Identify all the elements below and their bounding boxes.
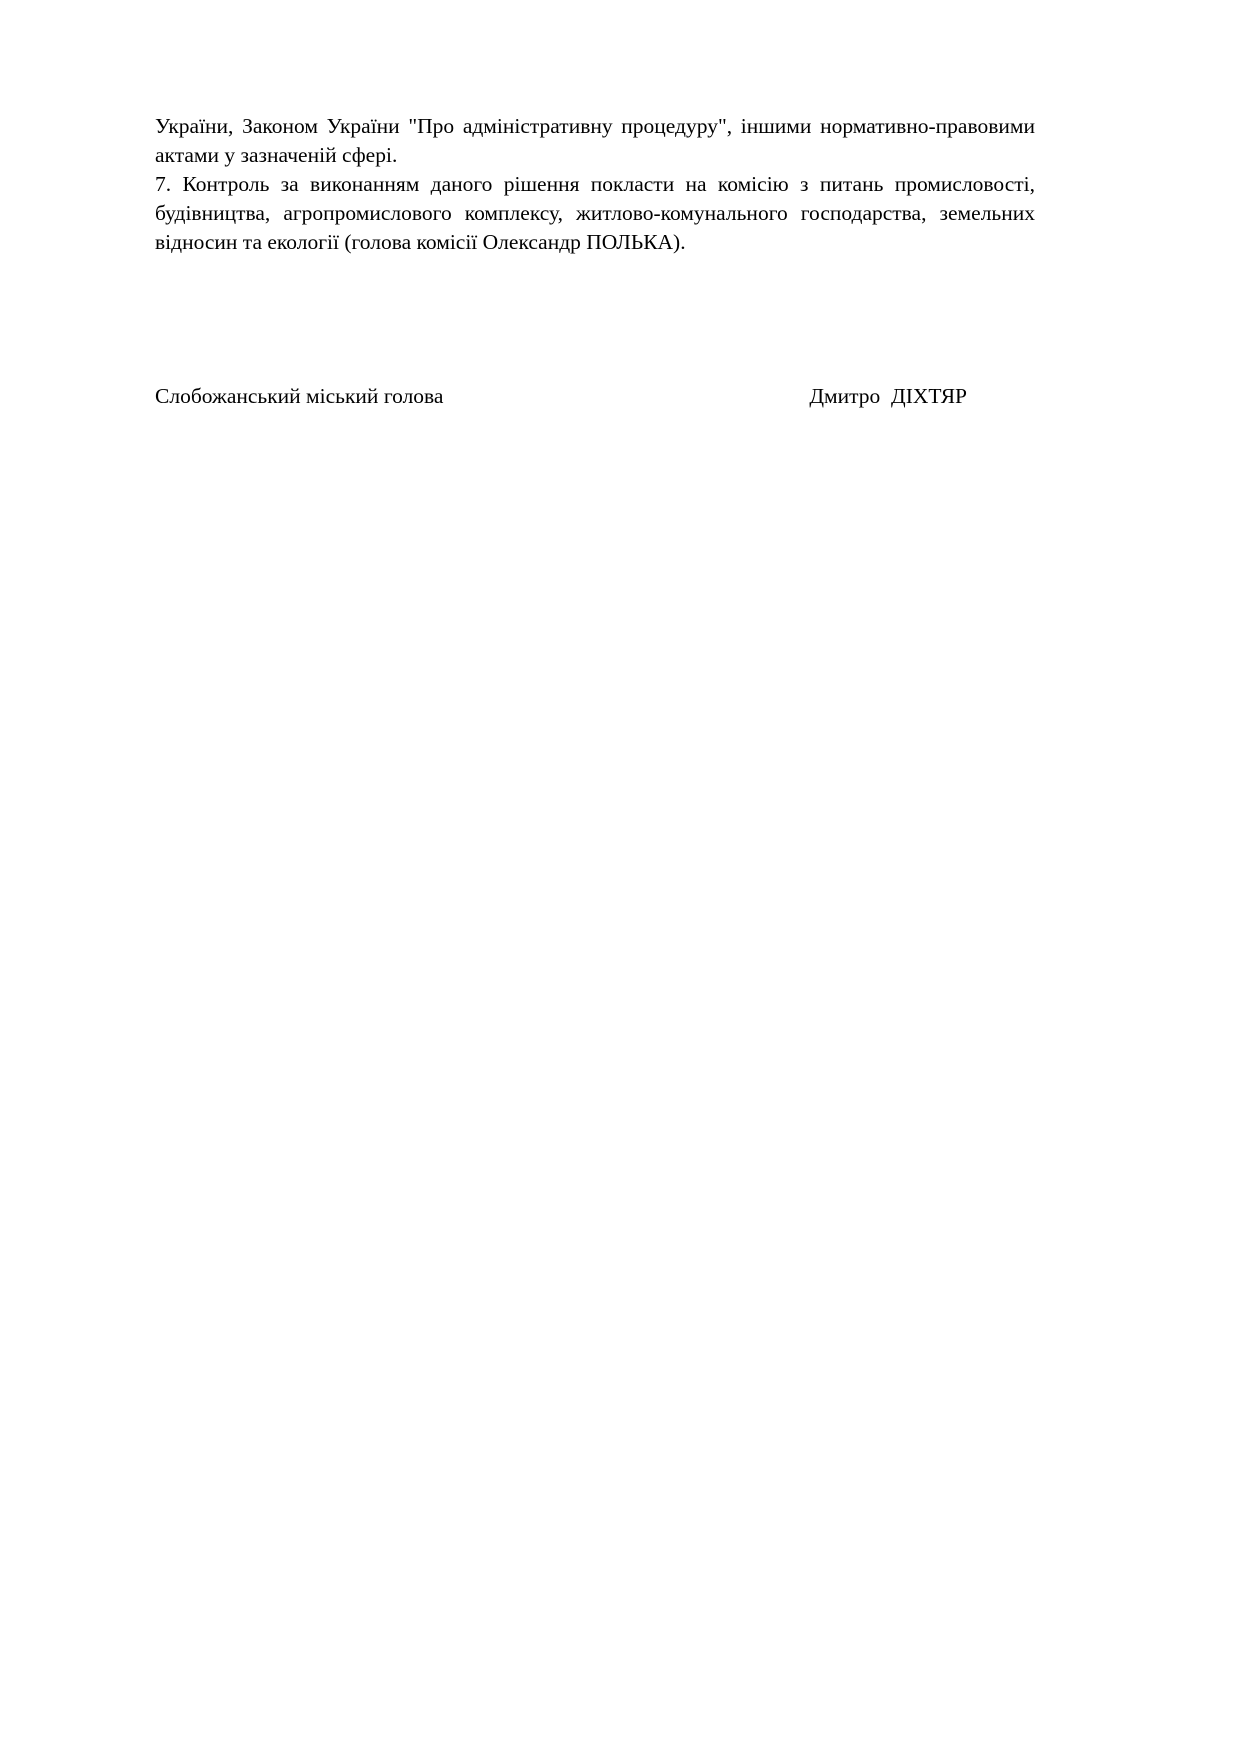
- paragraph-item-7: 7. Контроль за виконанням даного рішення покласти на комісію з питань промисловості, будівництва, агропромислового комплексу, житлово-комунального господарства, земельних відносин та екології (голова комісії Олександр ПОЛЬКА).: [155, 172, 1035, 255]
- signature-block: [155, 382, 1035, 411]
- document-body: [155, 112, 1035, 257]
- signature-title: Слобожанський міський голова: [155, 384, 444, 408]
- signature-name: Дмитро ДІХТЯР: [809, 384, 967, 408]
- paragraph-continuation: України, Законом України "Про адміністративну процедуру", іншими нормативно-правовими актами у зазначеній сфері.: [155, 114, 1035, 168]
